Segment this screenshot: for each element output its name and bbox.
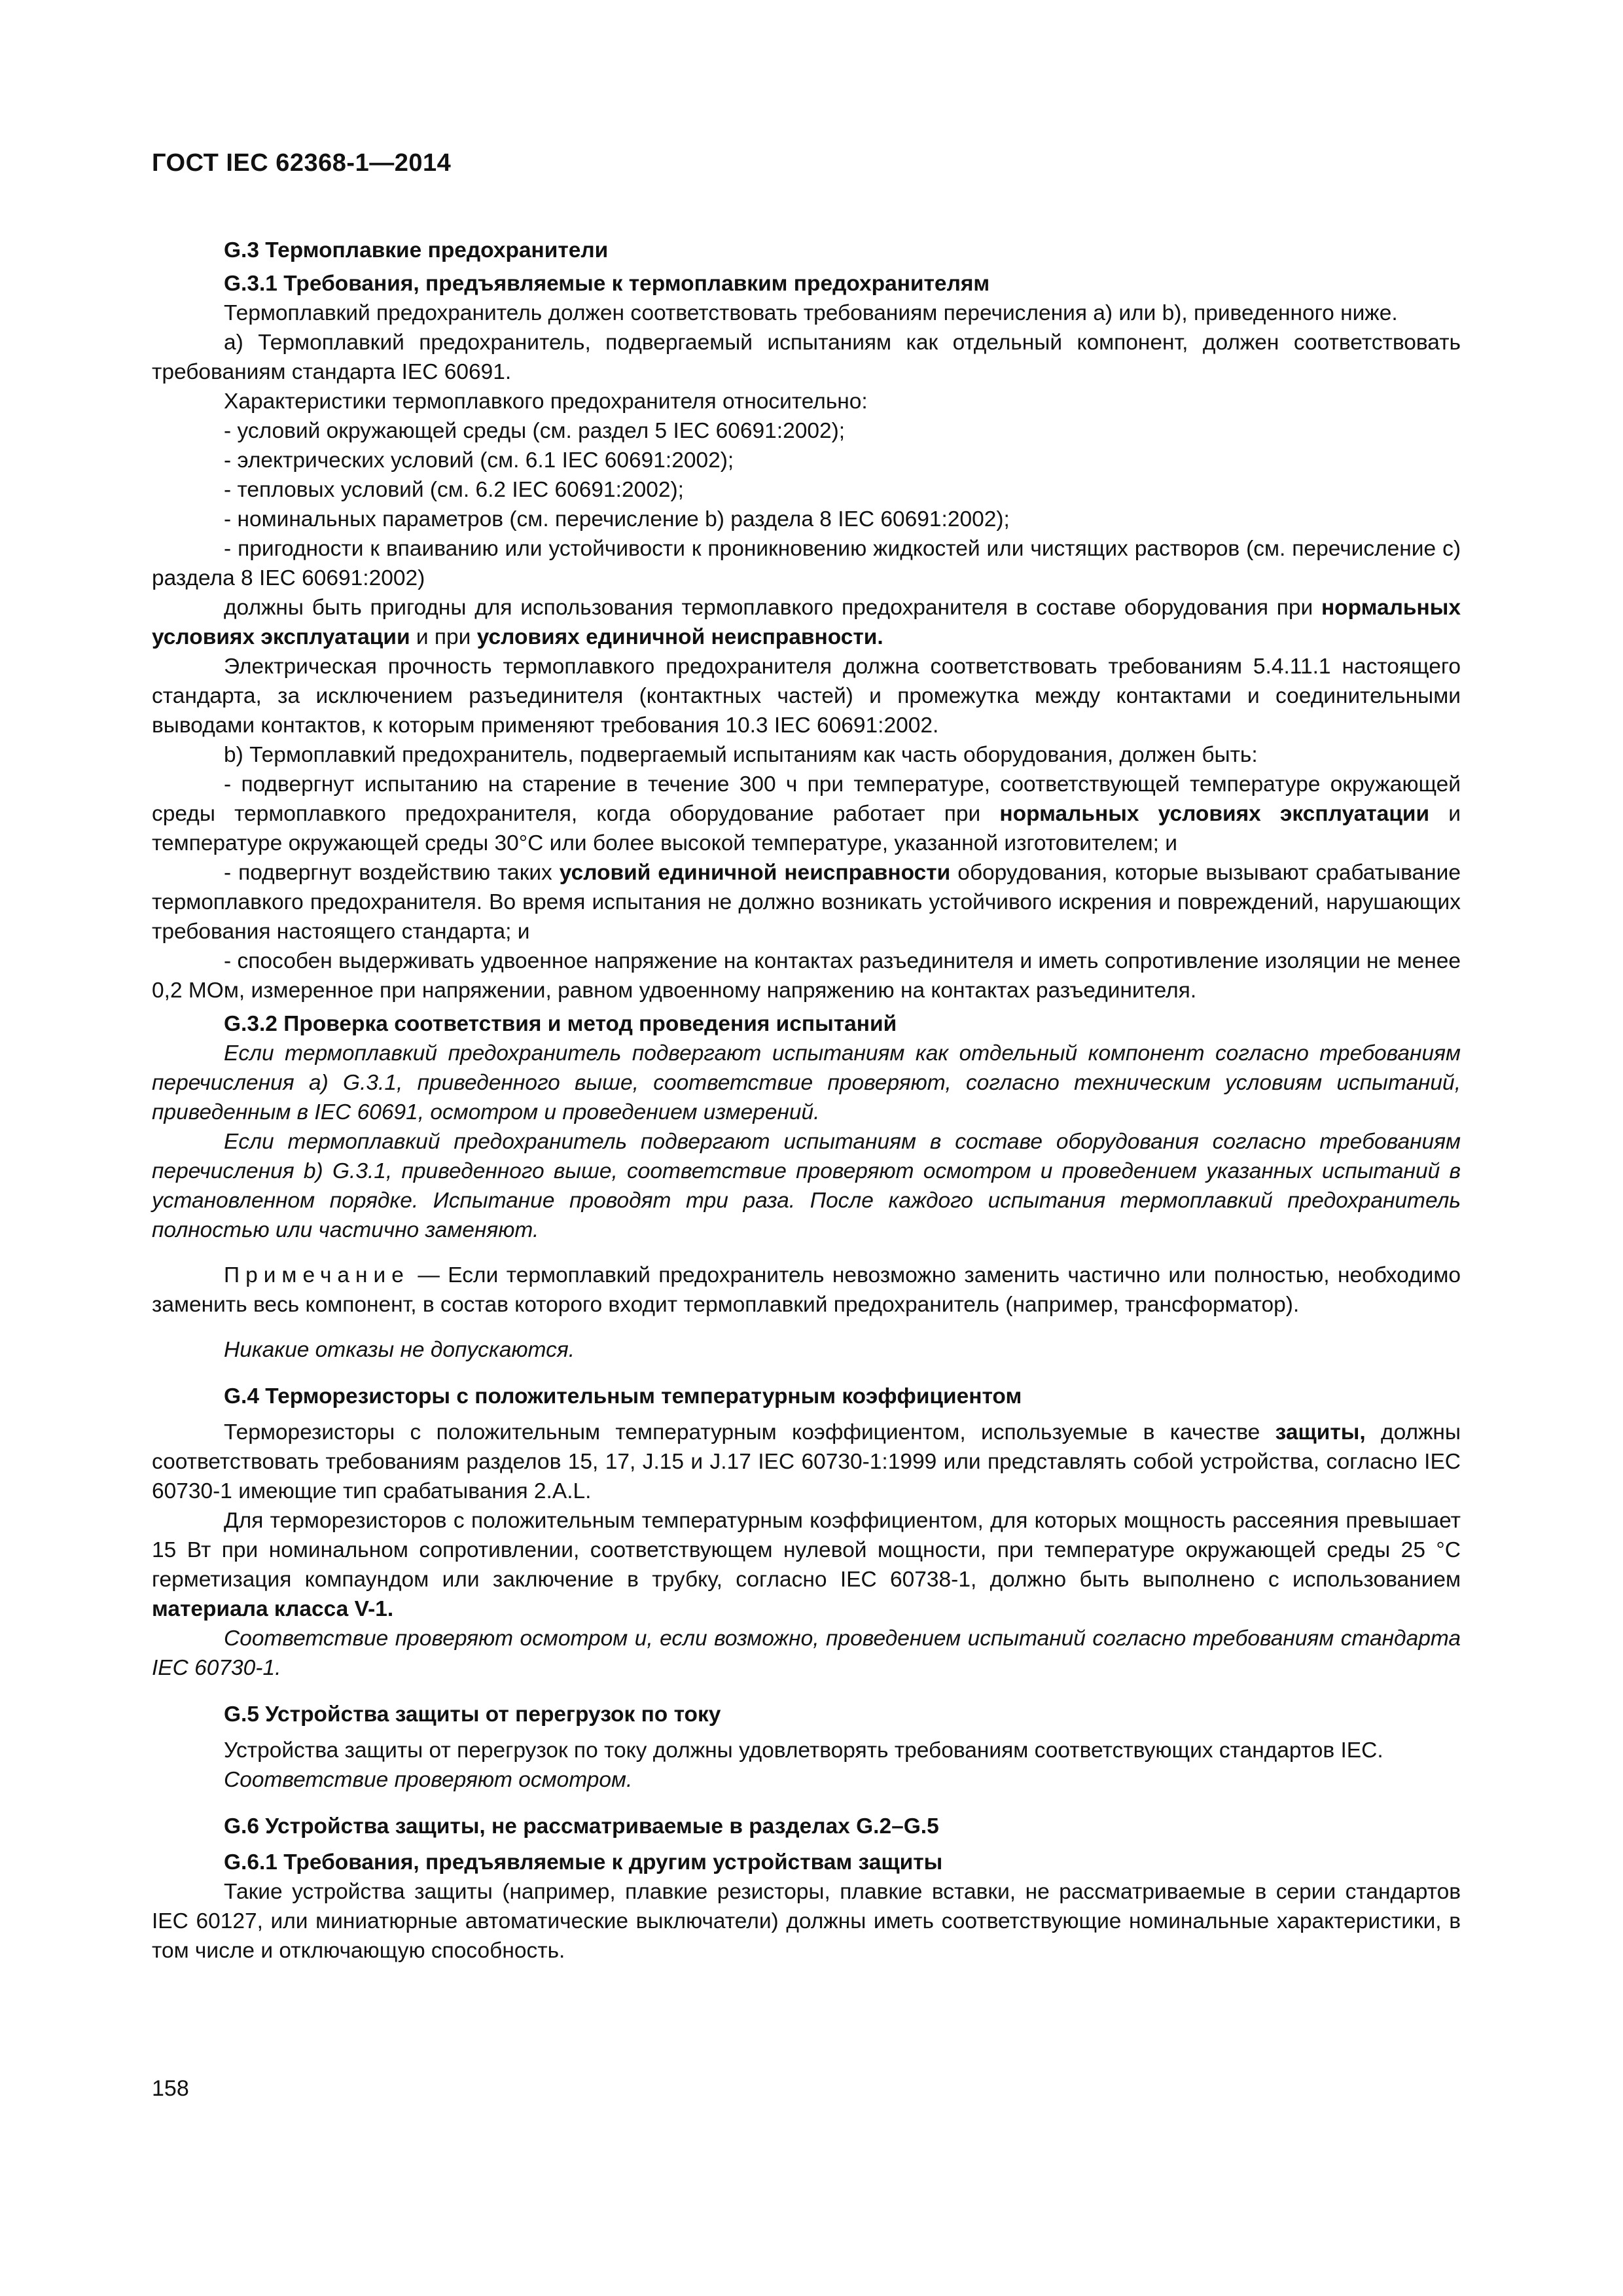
list-item: - условий окружающей среды (см. раздел 5 IEC 60691:2002);: [224, 419, 846, 443]
section-heading-g31: G.3.1 Требования, предъявляемые к термоплавким предохранителям: [224, 272, 990, 296]
italic-paragraph: Соответствие проверяют осмотром.: [224, 1768, 633, 1792]
paragraph: [152, 593, 1461, 652]
paragraph: [152, 1506, 1461, 1624]
paragraph: b) Термоплавкий предохранитель, подвергаемый испытаниям как часть оборудования, должен быть:: [224, 743, 1258, 767]
paragraph: Устройства защиты от перегрузок по току должны удовлетворять требованиям соответствующих стандартов IEC.: [224, 1738, 1383, 1763]
text-run: оборудования, которые вызывают срабатывание термоплавкого предохранителя. Во время испытания не должно возникать устойчивого искрения и повреждений, нарушающих требования настоящего стандарта; и: [152, 861, 1461, 944]
section-heading-g32: G.3.2 Проверка соответствия и метод проведения испытаний: [224, 1012, 897, 1036]
list-item: - пригодности к впаиванию или устойчивости к проникновению жидкостей или чистящих растворов (см. перечисление c) раздела 8 IEC 60691:2002): [152, 537, 1461, 590]
section-heading-g5: G.5 Устройства защиты от перегрузок по току: [224, 1702, 721, 1727]
paragraph: [152, 1418, 1461, 1506]
document-header: ГОСТ IEC 62368-1—2014: [152, 149, 452, 177]
italic-paragraph: Если термоплавкий предохранитель подвергают испытаниям как отдельный компонент согласно требованиям перечисления a) G.3.1, приведенного выше, соответствие проверяют, согласно техническим условиям испытаний, приведенным в IEC 60691, осмотром и проведением измерений.: [152, 1041, 1461, 1124]
defined-term: защиты,: [1275, 1420, 1366, 1444]
italic-paragraph: Никакие отказы не допускаются.: [224, 1338, 575, 1362]
text-run: и при: [410, 625, 477, 649]
text-run: Для терморезисторов с положительным температурным коэффициентом, для которых мощность рассеяния превышает 15 Вт при номинальном сопротивлении, соответствующем нулевой мощности, при температуре окружающей среды 25 °C герметизация компаундом или заключение в трубку, согласно IEC 60738-1, должно быть выполнено с использованием: [152, 1509, 1461, 1592]
defined-term: нормальных условиях эксплуатации: [152, 596, 1461, 649]
text-run: - подвергнут испытанию на старение в течение 300 ч при температуре, соответствующей температуре окружающей среды термоплавкого предохранителя, когда оборудование работает при: [152, 772, 1461, 826]
defined-term: материала класса V-1.: [152, 1597, 394, 1621]
list-item: - электрических условий (см. 6.1 IEC 60691:2002);: [224, 448, 734, 473]
paragraph: Такие устройства защиты (например, плавкие резисторы, плавкие вставки, не рассматриваемые в серии стандартов IEC 60127, или миниатюрные автоматические выключатели) должны иметь соответствующие номинальные характеристики, в том числе и отключающую способность.: [152, 1880, 1461, 1963]
text-run: и температуре окружающей среды 30°C или более высокой температуре, указанной изготовителем; и: [152, 802, 1461, 855]
paragraph: a) Термоплавкий предохранитель, подвергаемый испытаниям как отдельный компонент, должен соответствовать требованиям стандарта IEC 60691.: [152, 331, 1461, 384]
section-heading-g4: G.4 Терморезисторы с положительным температурным коэффициентом: [224, 1384, 1022, 1408]
section-heading-g61: G.6.1 Требования, предъявляемые к другим устройствам защиты: [224, 1850, 943, 1874]
section-heading-g6: G.6 Устройства защиты, не рассматриваемые в разделах G.2–G.5: [224, 1814, 939, 1839]
defined-term: нормальных условиях эксплуатации: [999, 802, 1430, 826]
section-heading-g3: G.3 Термоплавкие предохранители: [224, 238, 609, 262]
page-number: 158: [152, 2076, 189, 2101]
list-item: [152, 858, 1461, 946]
italic-paragraph: Соответствие проверяют осмотром и, если возможно, проведением испытаний согласно требованиям стандарта IEC 60730-1.: [152, 1626, 1461, 1680]
text-run: должны соответствовать требованиям разделов 15, 17, J.15 и J.17 IEC 60730-1:1999 или представлять собой устройства, согласно IEC 60730-1 имеющие тип срабатывания 2.A.L.: [152, 1420, 1461, 1503]
paragraph: Термоплавкий предохранитель должен соответствовать требованиям перечисления a) или b), приведенного ниже.: [224, 301, 1398, 325]
document-body: [152, 220, 1461, 1965]
list-item: - способен выдерживать удвоенное напряжение на контактах разъединителя и иметь сопротивление изоляции не менее 0,2 МОм, измеренное при напряжении, равном удвоенному напряжению на контактах разъединителя.: [152, 949, 1461, 1003]
list-item: - номинальных параметров (см. перечисление b) раздела 8 IEC 60691:2002);: [224, 507, 1010, 531]
defined-term: условий единичной неисправности: [559, 861, 951, 885]
text-run: - подвергнут воздействию таких: [224, 861, 560, 885]
text-run: Терморезисторы с положительным температурным коэффициентом, используемые в качестве: [224, 1420, 1275, 1444]
note: [152, 1261, 1461, 1319]
list-item: [152, 770, 1461, 858]
list-item: - тепловых условий (см. 6.2 IEC 60691:2002);: [224, 478, 684, 502]
text-run: должны быть пригодны для использования термоплавкого предохранителя в составе оборудования при: [224, 596, 1321, 620]
paragraph: Характеристики термоплавкого предохранителя относительно:: [224, 389, 868, 414]
note-label: Примечание: [224, 1263, 410, 1287]
defined-term: условиях единичной неисправности.: [476, 625, 883, 649]
paragraph: Электрическая прочность термоплавкого предохранителя должна соответствовать требованиям 5.4.11.1 настоящего стандарта, за исключением разъединителя (контактных частей) и промежутка между контактами и соединительными выводами контактов, к которым применяют требования 10.3 IEC 60691:2002.: [152, 655, 1461, 738]
italic-paragraph: Если термоплавкий предохранитель подвергают испытаниям в составе оборудования согласно требованиям перечисления b) G.3.1, приведенного выше, соответствие проверяют осмотром и проведением указанных испытаний в установленном порядке. Испытание проводят три раза. После каждого испытания термоплавкий предохранитель полностью или частично заменяют.: [152, 1130, 1461, 1242]
note-text: — Если термоплавкий предохранитель невозможно заменить частично или полностью, необходимо заменить весь компонент, в состав которого входит термоплавкий предохранитель (например, трансформатор).: [152, 1263, 1461, 1317]
